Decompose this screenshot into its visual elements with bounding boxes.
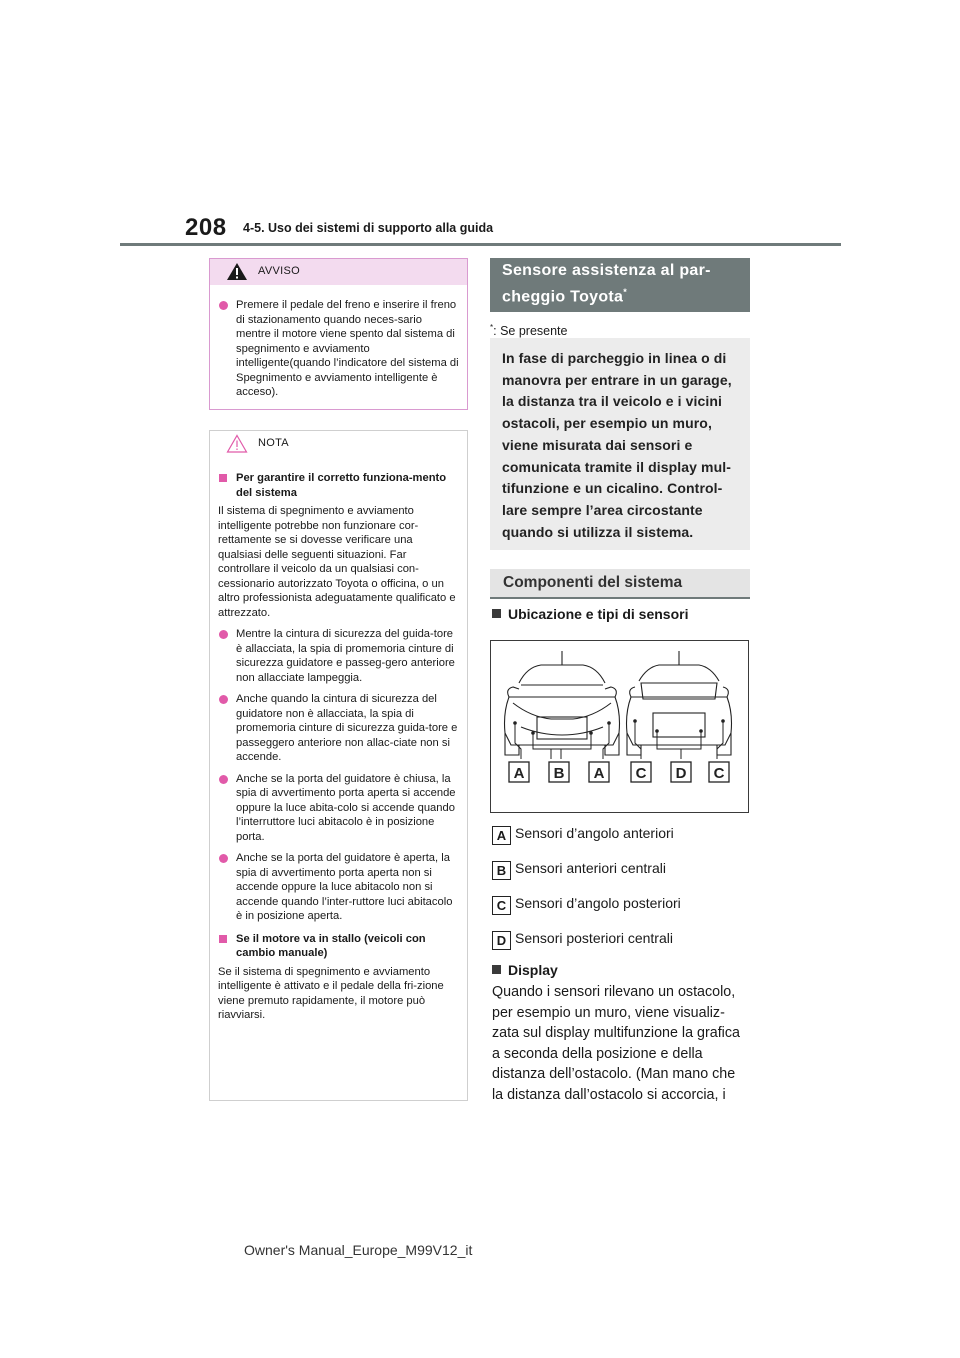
legend-item-b — [492, 860, 666, 880]
diagram-label-b: B — [553, 765, 565, 782]
car-sensors-illustration — [491, 641, 748, 812]
intro-text: In fase di parcheggio in linea o di manovra per entrare in un garage, la distanza tra il veicolo e i vicini ostacoli, per esempio un muro, viene misurata dai sensori e comunicata tramite il display mul- tifunzione e un cicalino. Control- lare sempre l’area circostante quando si utilizza il sistema. — [502, 350, 732, 540]
legend-item-a — [492, 825, 674, 845]
note-paragraph: Il sistema di spegnimento e avviamento intelligente potrebbe non funzionare cor-rettamente se si dovesse verificare una qualsiasi delle seguenti situazioni. Far controllare il veicolo da un qualsiasi con-cessionario autorizzato Toyota o officina, o un altro professionista adeguatamente qualificato e attrezzato. — [218, 505, 456, 619]
car-front-view — [505, 651, 620, 755]
note-paragraph: Se il sistema di spegnimento e avviamento intelligente è attivato e il pedale della fri-zione viene premuto rapidamente, il motore può riavviarsi. — [218, 965, 444, 1021]
caution-triangle-icon — [226, 434, 248, 453]
legend-item-c — [492, 895, 681, 915]
note-title: NOTA — [258, 437, 289, 449]
diagram-label-a-left: A — [513, 765, 525, 782]
warning-box — [209, 258, 468, 410]
bullet-dot-icon — [219, 695, 228, 704]
intro-box — [490, 338, 750, 550]
note-box — [209, 430, 468, 1101]
components-heading-text: Componenti del sistema — [503, 574, 683, 591]
sub-heading-display: Display — [492, 962, 558, 978]
warning-title: AVVISO — [258, 265, 300, 277]
note-bullet-text: Anche se la porta del guidatore è aperta, la spia di avvertimento porta aperta non si accende oppure la luce abitacolo non si accende quando l’inter-ruttore luci abitacolo è in posizione aperta. — [236, 852, 453, 922]
sub-heading-sensors: Ubicazione e tipi di sensori — [492, 606, 688, 622]
diagram-label-a-right: A — [593, 765, 605, 782]
legend-key: D — [492, 931, 511, 950]
note-bullet — [218, 627, 459, 685]
sensor-location-diagram — [490, 640, 749, 813]
display-paragraph: Quando i sensori rilevano un ostacolo, per esempio un muro, viene visualiz- zata sul display multifunzione la grafica a seconda della posizione e della distanza dell’ostacolo. (Man mano che la distanza dall’ostacolo si accorcia, i — [492, 984, 740, 1103]
bullet-dot-icon — [219, 630, 228, 639]
diagram-labels — [509, 762, 729, 782]
square-bullet-icon — [219, 935, 227, 943]
warning-title-bar — [210, 259, 467, 285]
bullet-dot-icon — [219, 301, 228, 310]
car-rear-view — [627, 651, 732, 755]
footer-text: Owner's Manual_Europe_M99V12_it — [244, 1242, 473, 1258]
legend-text: Sensori d’angolo anteriori — [515, 825, 674, 841]
section-title — [490, 258, 750, 312]
note-section-heading — [218, 471, 459, 500]
note-section-heading-text: Per garantire il corretto funziona-mento del sistema — [236, 472, 447, 499]
components-heading — [490, 569, 750, 599]
note-section-heading-text: Se il motore va in stallo (veicoli con cambio manuale) — [236, 932, 426, 959]
note-bullet — [218, 851, 459, 924]
legend-text: Sensori anteriori centrali — [515, 860, 666, 876]
square-bullet-icon — [492, 609, 501, 618]
note-bullet-text: Anche se la porta del guidatore è chiusa, la spia di avvertimento porta aperta si accende oppure la luce abita-colo si accende quando l’interruttore luci abitacolo è in posizione porta. — [236, 772, 456, 843]
legend-item-d — [492, 930, 673, 950]
footnote: *: Se presente — [490, 323, 568, 339]
diagram-label-d: D — [675, 765, 687, 782]
page-number: 208 — [185, 214, 227, 241]
legend-text: Sensori posteriori centrali — [515, 930, 673, 946]
warning-item-text: Premere il pedale del freno e inserire il freno di stazionamento quando neces-sario mentre il motore viene spento dal sistema di spegnimento e avviamento intelligente(quando l’indicatore del sistema di Spegnimento e avviamento intelligente è acceso). — [236, 299, 459, 398]
warning-triangle-icon — [226, 262, 248, 281]
square-bullet-icon — [492, 965, 501, 974]
square-bullet-icon — [219, 474, 227, 482]
legend-key: A — [492, 826, 511, 845]
note-section-heading — [218, 932, 459, 961]
note-bullet-text: Mentre la cintura di sicurezza del guida-tore è allacciata, la spia di promemoria cinture di sicurezza guidatore e passeg-gero anteriore non allacciate lampeggia. — [236, 628, 455, 684]
header-rule — [120, 243, 841, 246]
note-bullet — [218, 772, 459, 845]
warning-item — [218, 298, 459, 400]
legend-key: B — [492, 861, 511, 880]
chapter-heading: 4-5. Uso dei sistemi di supporto alla guida — [243, 221, 494, 235]
section-title-line-2: cheggio Toyota* — [502, 287, 628, 306]
bullet-dot-icon — [219, 854, 228, 863]
section-title-line-1: Sensore assistenza al par- — [502, 262, 711, 279]
diagram-label-c-right: C — [713, 765, 725, 782]
bullet-dot-icon — [219, 775, 228, 784]
note-bullet-text: Anche quando la cintura di sicurezza del guidatore non è allacciata, la spia di promemoria cinture di sicurezza guida-tore e passeggero anteriore non allac-ciate non si accende. — [236, 693, 458, 763]
legend-text: Sensori d’angolo posteriori — [515, 895, 681, 911]
legend-key: C — [492, 896, 511, 915]
diagram-label-c-left: C — [635, 765, 647, 782]
note-title-bar — [210, 431, 467, 457]
note-bullet — [218, 692, 459, 765]
